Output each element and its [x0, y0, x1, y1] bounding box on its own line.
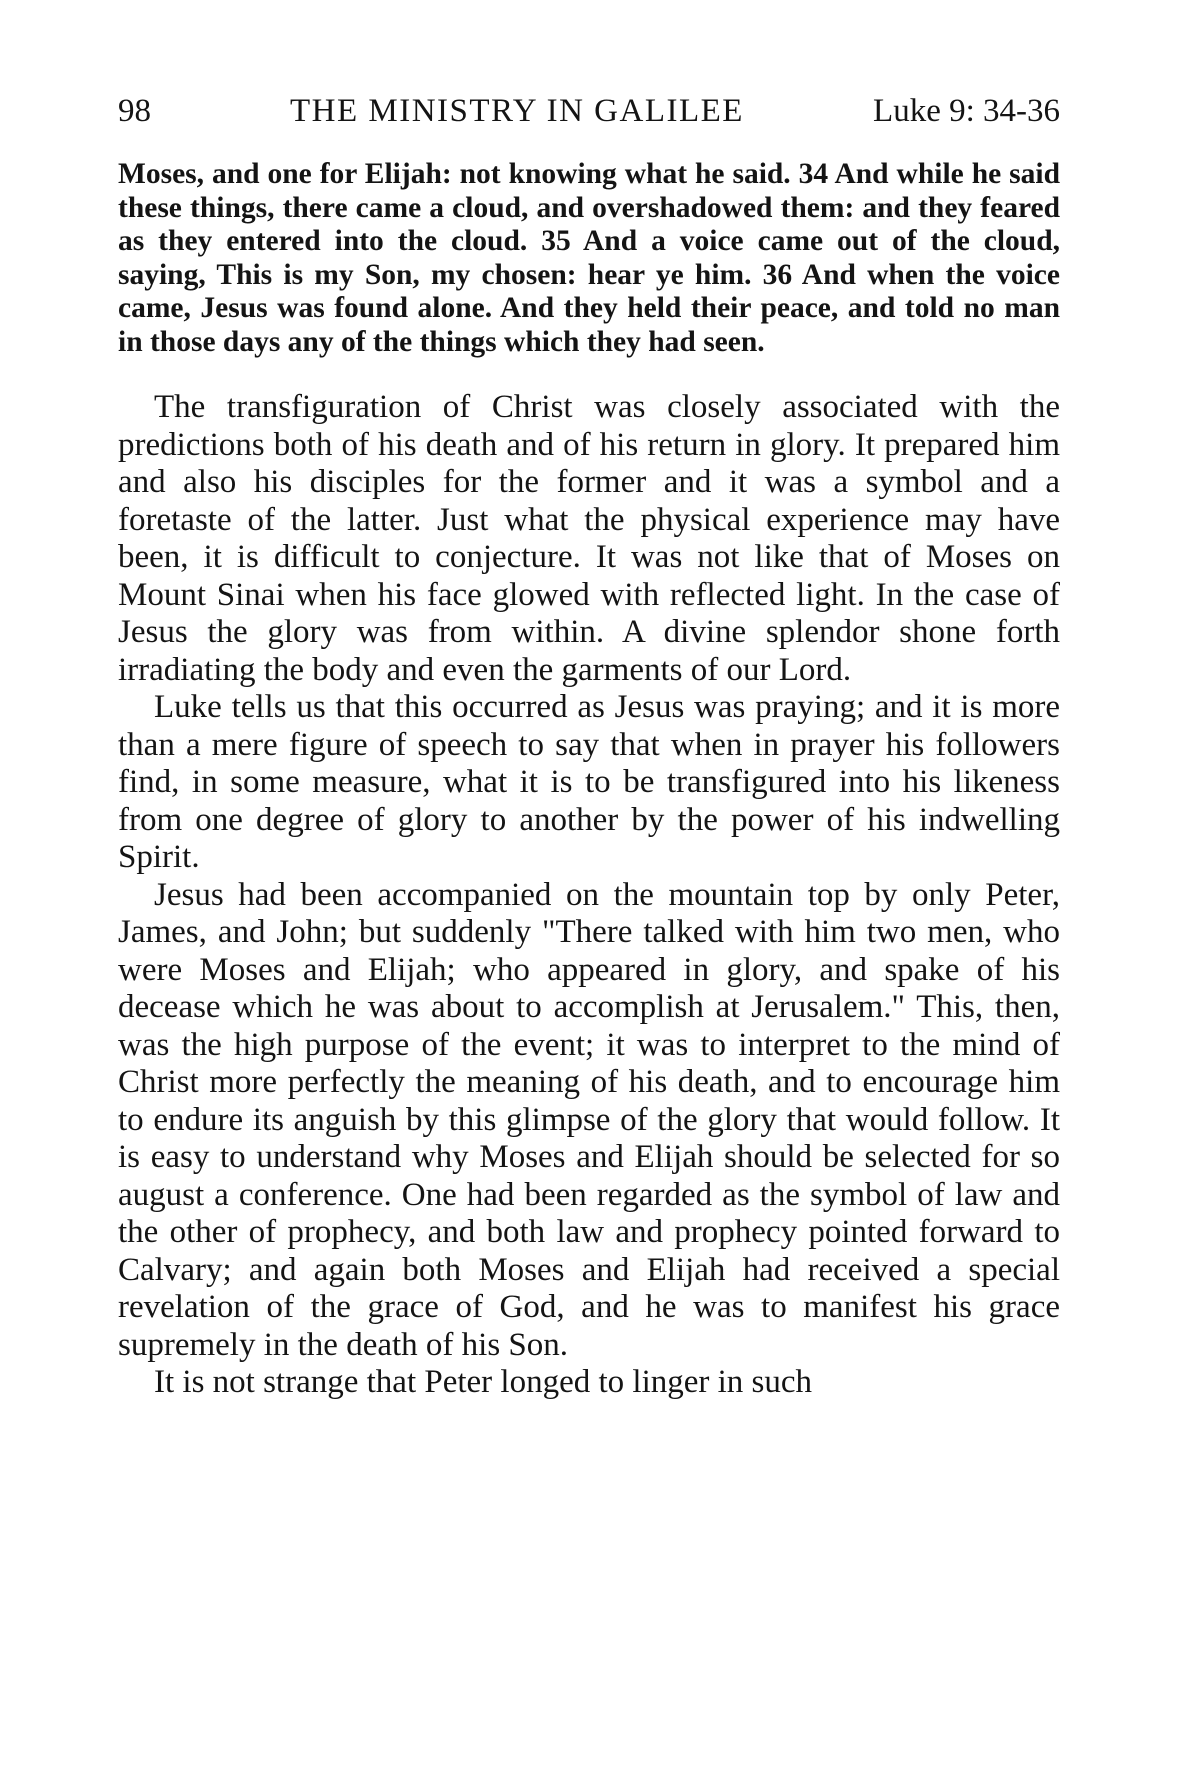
book-page [118, 86, 1060, 1402]
paragraph-transfiguration: The transfiguration of Christ was closely associated with the predictions both of his death and of his return in glory. It prepared him and also his disciples for the former and it was a symbol and a foretaste of the latter. Just what the physical experience may have been, it is difficult to conjecture. It was not like that of Moses on Mount Sinai when his face glowed with reflected light. In the case of Jesus the glory was from within. A divine splendor shone forth irradiating the body and even the garments of our Lord. [118, 389, 1060, 688]
running-head [118, 86, 1060, 136]
paragraph-prayer: Luke tells us that this occurred as Jesus was praying; and it is more than a mere figure of speech to say that when in prayer his followers find, in some measure, what it is to be transfigured into his likeness from one degree of glory to another by the power of his indwelling Spirit. [118, 689, 1060, 875]
paragraph-peter: It is not strange that Peter longed to linger in such [154, 1364, 813, 1400]
paragraph-moses-elijah: Jesus had been accompanied on the mountain top by only Peter, James, and John; but suddenly "There talked with him two men, who were Moses and Elijah; who appeared in glory, and spake of his decease which he was about to accomplish at Jerusalem." This, then, was the high purpose of the event; it was to interpret to the mind of Christ more perfectly the meaning of his death, and to encourage him to endure its anguish by this glimpse of the glory that would follow. It is easy to understand why Moses and Elijah should be selected for so august a conference. One had been regarded as the symbol of law and the other of prophecy, and both law and prophecy pointed forward to Calvary; and again both Moses and Elijah had received a special revelation of the grace of God, and he was to manifest his grace supremely in the death of his Son. [118, 876, 1060, 1363]
scripture-reference: Luke 9: 34-36 [873, 93, 1060, 129]
commentary-text [118, 389, 1060, 1402]
page-number: 98 [118, 93, 151, 129]
scripture-passage: Moses, and one for Elijah: not knowing what he said. 34 And while he said these things, there came a cloud, and overshadowed them: and they feared as they entered into the cloud. 35 And a voice came out of the cloud, saying, This is my Son, my chosen: hear ye him. 36 And when the voice came, Jesus was found alone. And they held their peace, and told no man in those days any of the things which they had seen. [118, 158, 1060, 358]
chapter-title: THE MINISTRY IN GALILEE [290, 93, 744, 129]
